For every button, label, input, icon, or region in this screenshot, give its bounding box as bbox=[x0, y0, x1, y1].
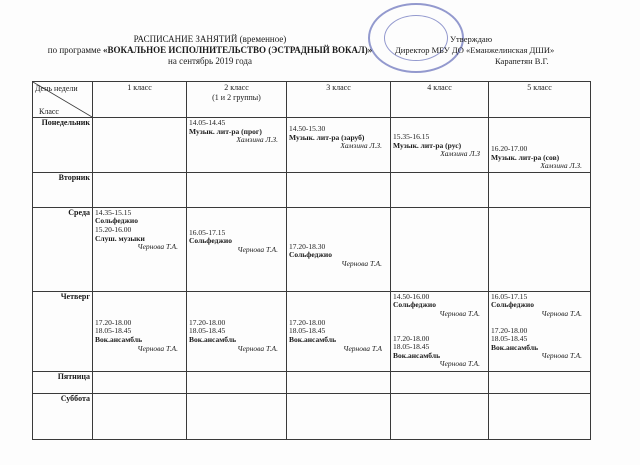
lesson-teacher: Хамзина Л.З. bbox=[540, 161, 582, 171]
lesson-subject: Музык. лит-ра (заруб) bbox=[289, 132, 365, 142]
column-header-text: 5 класс bbox=[527, 83, 552, 92]
schedule-cell bbox=[489, 118, 591, 173]
column-header-5 bbox=[489, 82, 591, 118]
table-row bbox=[33, 207, 591, 291]
program-prefix: по программе bbox=[47, 45, 103, 55]
day-cell bbox=[33, 172, 93, 207]
schedule-cell bbox=[187, 207, 287, 291]
schedule-cell bbox=[287, 371, 391, 393]
lesson-subject: Вок.ансамбль bbox=[393, 350, 441, 360]
lesson-time: 17.20-18.00 bbox=[189, 317, 226, 327]
approve-label: Утверждаю bbox=[450, 34, 493, 44]
day-cell bbox=[33, 207, 93, 291]
table-row bbox=[33, 393, 591, 439]
lesson-teacher: Чернова Т.А. bbox=[541, 351, 582, 361]
schedule-cell bbox=[187, 291, 287, 371]
lesson-subject: Вок.ансамбль bbox=[491, 342, 539, 352]
lesson-time-2: 18.05-18.45 bbox=[95, 326, 132, 336]
schedule-cell bbox=[93, 393, 187, 439]
lesson-subject: Музык. лит-ра (сов) bbox=[491, 152, 560, 162]
lesson-time: 16.20-17.00 bbox=[491, 144, 528, 153]
schedule-cell bbox=[187, 371, 287, 393]
lesson-entry bbox=[289, 125, 388, 151]
schedule-cell bbox=[391, 118, 489, 173]
schedule-cell bbox=[489, 207, 591, 291]
column-header-text: 1 класс bbox=[127, 83, 152, 92]
schedule-cell bbox=[93, 118, 187, 173]
day-label: Среда bbox=[68, 207, 90, 217]
lesson-teacher: Чернова Т.А. bbox=[541, 308, 582, 318]
lesson-subject: Вок.ансамбль bbox=[189, 334, 237, 344]
lesson-entry bbox=[491, 293, 588, 319]
lesson-teacher: Чернова Т.А. bbox=[237, 343, 278, 353]
day-label: Суббота bbox=[60, 393, 90, 403]
lesson-time: 17.20-18.30 bbox=[289, 241, 326, 251]
corner-cell bbox=[33, 82, 93, 118]
schedule-cell bbox=[187, 118, 287, 173]
lesson-time: 15.20-16.00 bbox=[95, 224, 132, 234]
lesson-time-2: 18.05-18.45 bbox=[491, 334, 528, 344]
lesson-time: 17.20-18.00 bbox=[289, 317, 326, 327]
lesson-entry bbox=[189, 229, 284, 255]
lesson-time: 17.20-18.00 bbox=[393, 333, 430, 343]
schedule-cell bbox=[287, 207, 391, 291]
lesson-teacher: Чернова Т.А. bbox=[341, 258, 382, 268]
lesson-teacher: Чернова Т.А. bbox=[439, 308, 480, 318]
lesson-teacher: Чернова Т.А. bbox=[137, 242, 178, 252]
column-header-1 bbox=[93, 82, 187, 118]
schedule-cell bbox=[93, 291, 187, 371]
header-left bbox=[0, 0, 420, 67]
table-row bbox=[33, 118, 591, 173]
schedule-cell bbox=[391, 172, 489, 207]
lesson-time: 16.05-17.15 bbox=[189, 227, 226, 237]
day-cell bbox=[33, 393, 93, 439]
lesson-teacher: Хамзина Л.З. bbox=[236, 135, 278, 145]
schedule-cell bbox=[187, 172, 287, 207]
schedule-cell bbox=[489, 393, 591, 439]
lesson-time: 17.20-18.00 bbox=[491, 325, 528, 335]
lesson-subject: Сольфеджио bbox=[189, 236, 232, 246]
schedule-cell bbox=[489, 291, 591, 371]
schedule-cell bbox=[391, 393, 489, 439]
lesson-time: 14.50-15.30 bbox=[289, 124, 326, 133]
lesson-subject: Слуш. музыки bbox=[95, 233, 145, 243]
lesson-entry bbox=[393, 133, 486, 159]
lesson-entry bbox=[393, 335, 486, 369]
column-header-4 bbox=[391, 82, 489, 118]
lesson-teacher: Чернова Т.А. bbox=[237, 244, 278, 254]
lesson-teacher: Хамзина Л.З bbox=[440, 149, 480, 159]
lesson-time: 15.35-16.15 bbox=[393, 132, 430, 141]
schedule-cell bbox=[93, 172, 187, 207]
day-label: Четверг bbox=[60, 291, 90, 301]
header-right bbox=[395, 34, 635, 67]
lesson-time-2: 18.05-18.45 bbox=[393, 342, 430, 352]
lesson-entry bbox=[95, 209, 184, 226]
lesson-subject: Вок.ансамбль bbox=[95, 334, 143, 344]
table-row bbox=[33, 172, 591, 207]
lesson-entry bbox=[393, 293, 486, 319]
schedule-cell bbox=[287, 118, 391, 173]
schedule-table bbox=[32, 81, 591, 440]
period-line: на сентябрь 2019 года bbox=[168, 56, 252, 66]
program-name: «ВОКАЛЬНОЕ ИСПОЛНИТЕЛЬСТВО (ЭСТРАДНЫЙ ВОКАЛ)» bbox=[102, 45, 373, 55]
lesson-entry bbox=[289, 319, 388, 353]
lesson-time: 14.50-16.00 bbox=[393, 291, 430, 301]
schedule-cell bbox=[187, 393, 287, 439]
lesson-subject: Сольфеджио bbox=[95, 216, 138, 226]
lesson-entry bbox=[189, 119, 284, 145]
lesson-teacher: Чернова Т.А bbox=[343, 343, 382, 353]
day-cell bbox=[33, 371, 93, 393]
lesson-time-2: 18.05-18.45 bbox=[289, 326, 326, 336]
program-line bbox=[0, 45, 420, 56]
column-header-text: 3 класс bbox=[326, 83, 351, 92]
lesson-teacher: Хамзина Л.З. bbox=[340, 141, 382, 151]
lesson-entry bbox=[491, 145, 588, 171]
lesson-entry bbox=[189, 319, 284, 353]
schedule-cell bbox=[93, 371, 187, 393]
day-label: Понедельник bbox=[41, 118, 90, 127]
corner-day-label: День недели bbox=[35, 84, 78, 93]
director-title: Директор МБУ ДО «Еманжелинская ДШИ» bbox=[395, 45, 555, 55]
lesson-time: 17.20-18.00 bbox=[95, 317, 132, 327]
schedule-cell bbox=[93, 207, 187, 291]
lesson-time: 14.05-14.45 bbox=[189, 118, 226, 127]
column-header-2 bbox=[187, 82, 287, 118]
director-name: Карапетян В.Г. bbox=[495, 56, 549, 66]
column-header-text: 4 класс bbox=[427, 83, 452, 92]
column-header-text: (1 и 2 группы) bbox=[212, 92, 261, 102]
lesson-subject: Сольфеджио bbox=[491, 300, 534, 310]
lesson-entry bbox=[95, 319, 184, 353]
schedule-title: РАСПИСАНИЕ ЗАНЯТИЙ (временное) bbox=[133, 34, 287, 44]
column-header-text: 2 класс bbox=[224, 83, 249, 92]
schedule-body bbox=[33, 118, 591, 440]
schedule-cell bbox=[391, 207, 489, 291]
schedule-cell bbox=[287, 393, 391, 439]
corner-class-label: Класс bbox=[39, 106, 59, 116]
lesson-time-2: 18.05-18.45 bbox=[189, 326, 226, 336]
lesson-teacher: Чернова Т.А. bbox=[439, 359, 480, 369]
lesson-subject: Музык. лит-ра (прог) bbox=[189, 126, 262, 136]
schedule-cell bbox=[391, 371, 489, 393]
day-cell bbox=[33, 118, 93, 173]
day-label: Вторник bbox=[58, 172, 90, 182]
lesson-subject: Сольфеджио bbox=[393, 300, 436, 310]
day-cell bbox=[33, 291, 93, 371]
schedule-cell bbox=[287, 172, 391, 207]
lesson-teacher: Чернова Т.А. bbox=[137, 343, 178, 353]
lesson-entry bbox=[95, 226, 184, 252]
schedule-cell bbox=[287, 291, 391, 371]
lesson-entry bbox=[289, 243, 388, 269]
lesson-time: 14.35-15.15 bbox=[95, 207, 132, 217]
lesson-subject: Сольфеджио bbox=[289, 250, 332, 260]
lesson-time: 16.05-17.15 bbox=[491, 291, 528, 301]
lesson-subject: Вок.ансамбль bbox=[289, 334, 337, 344]
lesson-entry bbox=[491, 327, 588, 361]
column-header-3 bbox=[287, 82, 391, 118]
schedule-cell bbox=[391, 291, 489, 371]
table-row bbox=[33, 291, 591, 371]
table-header-row bbox=[33, 82, 591, 118]
day-label: Пятница bbox=[57, 371, 90, 381]
lesson-subject: Музык. лит-ра (рус) bbox=[393, 140, 462, 150]
table-row bbox=[33, 371, 591, 393]
schedule-cell bbox=[489, 371, 591, 393]
schedule-cell bbox=[489, 172, 591, 207]
